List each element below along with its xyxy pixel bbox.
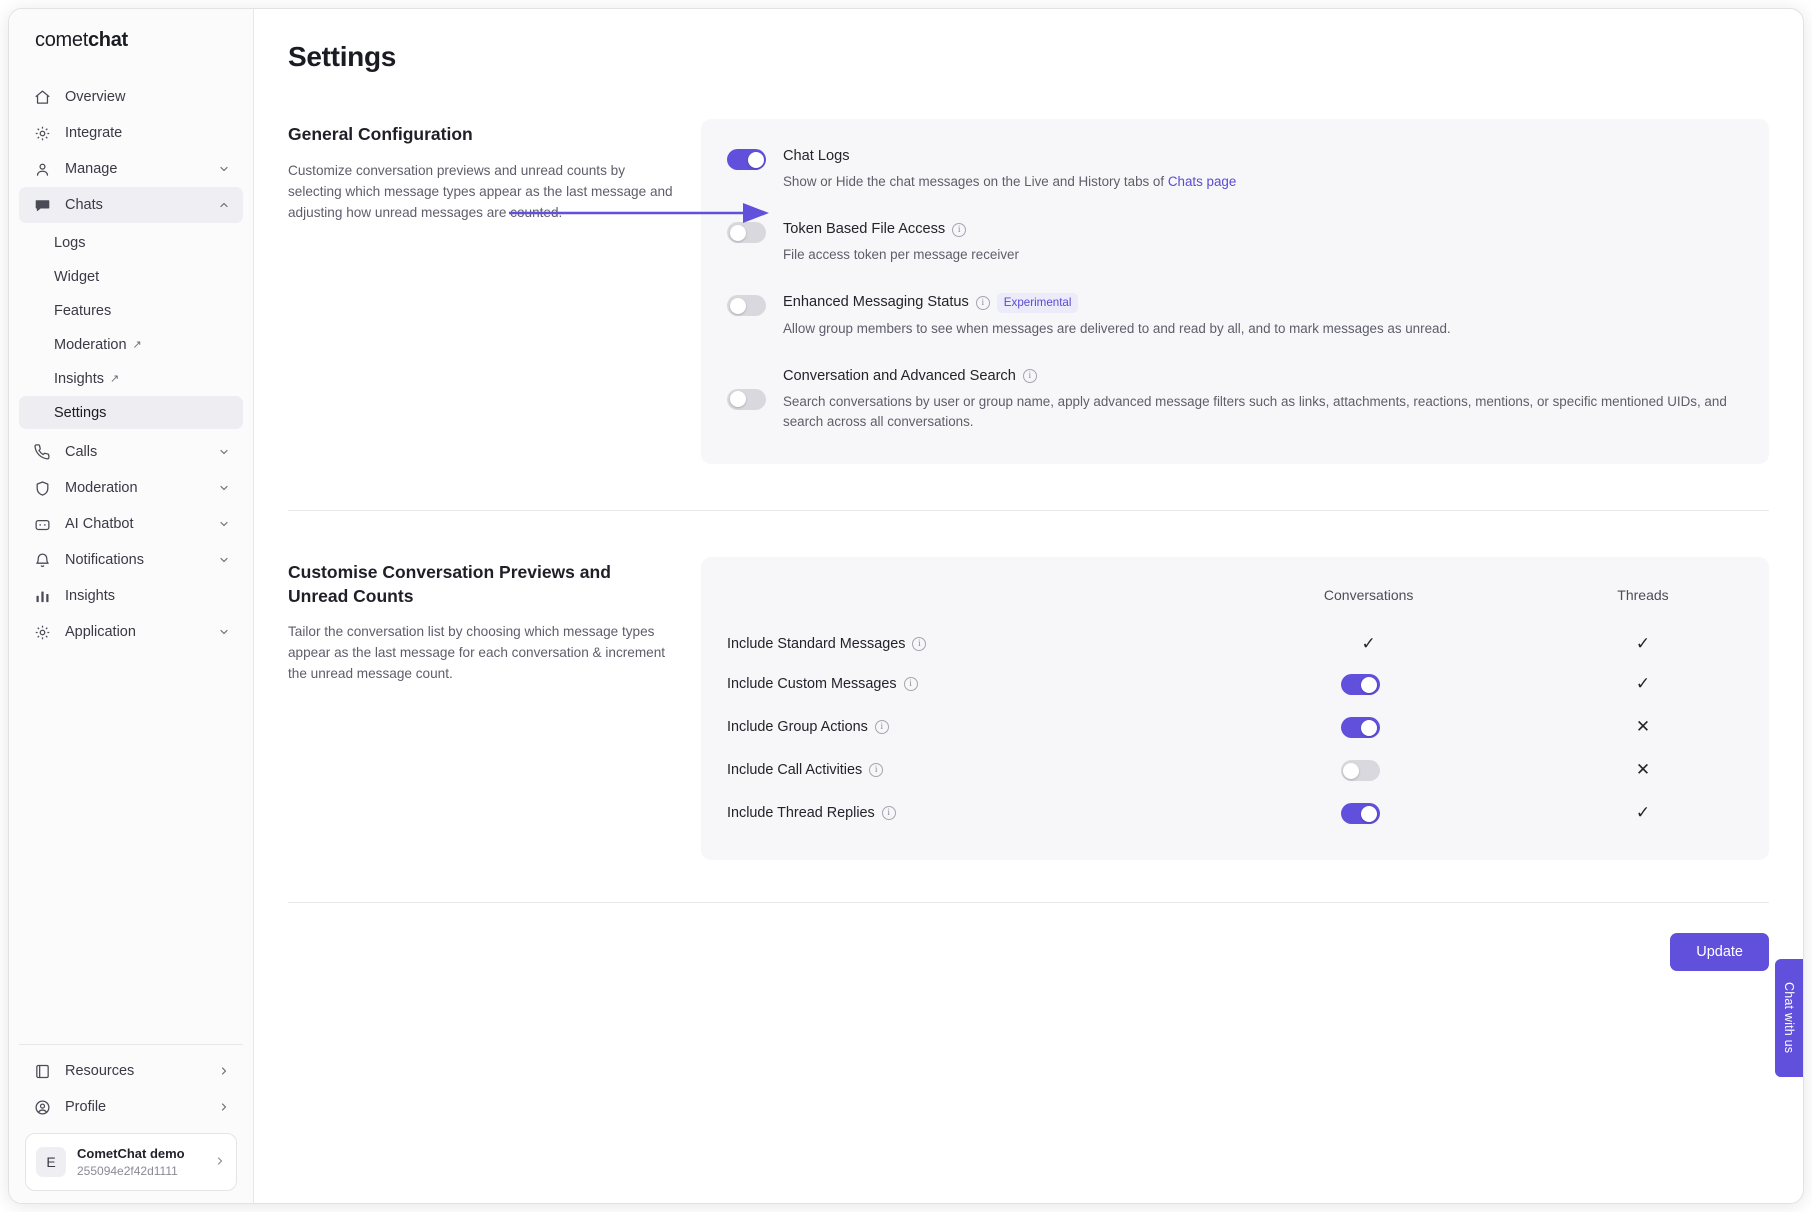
cell-wrap <box>1543 761 1743 778</box>
sidebar-item-label: Notifications <box>65 552 144 568</box>
page-title: Settings <box>288 41 397 72</box>
setting-label-wrap <box>783 147 1743 166</box>
column-header-threads: Threads <box>1617 587 1669 604</box>
row-label-wrap <box>727 805 1194 821</box>
sidebar-item-overview[interactable] <box>19 79 243 115</box>
general-configuration-section <box>288 73 1769 464</box>
setting-label-wrap <box>783 220 1743 239</box>
sidebar-item-label: Features <box>54 302 112 319</box>
setting-label-wrap <box>783 367 1743 386</box>
chat-logs-toggle[interactable] <box>727 149 766 170</box>
table-head <box>727 587 1743 625</box>
sidebar-item-ai-chatbot[interactable] <box>19 506 243 542</box>
chevron-right-icon <box>214 1155 226 1170</box>
account-id: 255094e2f42d1111 <box>77 1163 178 1178</box>
section-title: Customise Conversation Previews and Unread Counts <box>288 562 611 606</box>
sidebar-item-features[interactable] <box>19 294 243 327</box>
conversation-previews-info <box>288 557 673 860</box>
chevron-up-icon <box>217 198 231 212</box>
chat-with-us-label: Chat with us <box>1782 982 1796 1054</box>
chevron-right-icon <box>217 1064 231 1078</box>
setting-label-wrap <box>783 293 1743 313</box>
setting-body <box>783 367 1743 432</box>
sidebar-item-calls[interactable] <box>19 434 243 470</box>
sidebar-item-label: Moderation <box>54 336 127 353</box>
cell-wrap <box>1194 672 1543 695</box>
setting-label: Chat Logs <box>783 148 850 164</box>
general-configuration-card <box>701 119 1769 464</box>
account-meta <box>77 1145 214 1179</box>
table-header-row <box>727 587 1743 625</box>
row-label-wrap <box>727 676 1194 692</box>
token-based-file-access-toggle[interactable] <box>727 222 766 243</box>
setting-row-chat-logs <box>727 141 1743 200</box>
cell-conversations <box>1194 662 1543 705</box>
avatar: E <box>36 1147 66 1177</box>
gear-icon <box>32 123 52 143</box>
external-link-icon: ↗ <box>132 339 142 351</box>
bell-icon <box>32 550 52 570</box>
brand-logo-bold: chat <box>87 28 128 51</box>
cell-wrap <box>1543 804 1743 821</box>
toggle-knob <box>1361 677 1377 693</box>
info-icon[interactable]: i <box>875 720 889 734</box>
setting-label: Token Based File Access <box>783 221 946 238</box>
toggle-knob <box>748 152 764 168</box>
row-label-cell <box>727 791 1194 834</box>
cell-threads <box>1543 748 1743 791</box>
chevron-down-icon <box>217 481 231 495</box>
book-icon <box>32 1061 52 1081</box>
sidebar-item-resources[interactable] <box>19 1053 243 1089</box>
footer-actions <box>288 903 1769 971</box>
sidebar-item-label: Resources <box>65 1063 135 1079</box>
sidebar-item-application[interactable] <box>19 614 243 650</box>
update-button[interactable]: Update <box>1670 933 1769 971</box>
sidebar-item-label: Profile <box>65 1099 107 1115</box>
sidebar-footer <box>9 1044 253 1203</box>
column-header-blank <box>727 587 1194 625</box>
setting-description: File access token per message receiver <box>783 247 1019 263</box>
row-label: Include Group Actions <box>727 718 868 735</box>
setting-row-token-based-file-access <box>727 214 1743 273</box>
chevron-down-icon <box>217 445 231 459</box>
sidebar-item-label: AI Chatbot <box>65 516 134 532</box>
sidebar-item-label: Integrate <box>65 125 123 141</box>
chevron-down-icon <box>217 625 231 639</box>
cell-wrap <box>1194 635 1543 652</box>
setting-description: Search conversations by user or group name, apply advanced message filters such as links, attachments, reactions, mentions, or specific mentioned UIDs, and search across all conversations. <box>783 393 1727 429</box>
sidebar-item-notifications[interactable] <box>19 542 243 578</box>
sidebar-item-label: Calls <box>65 444 98 460</box>
enhanced-messaging-status-toggle[interactable] <box>727 295 766 316</box>
browser-window <box>8 8 1804 1204</box>
row-label: Include Thread Replies <box>727 804 875 821</box>
setting-body <box>783 220 1743 265</box>
section-title: General Configuration <box>288 124 473 144</box>
cell-conversations <box>1194 705 1543 748</box>
chevron-down-icon <box>217 553 231 567</box>
gear-icon <box>32 622 52 642</box>
info-icon[interactable]: i <box>976 296 990 310</box>
sidebar-item-integrate[interactable] <box>19 115 243 151</box>
bar-chart-icon <box>32 586 52 606</box>
include-group-actions-conversations-toggle[interactable] <box>1341 717 1380 738</box>
toggle-knob <box>1361 720 1377 736</box>
shield-icon <box>32 478 52 498</box>
setting-body <box>783 147 1743 192</box>
info-icon[interactable]: i <box>904 677 918 691</box>
setting-description <box>783 172 1743 192</box>
sidebar-item-label: Overview <box>65 89 126 105</box>
sidebar-item-moderation[interactable] <box>19 470 243 506</box>
cross-icon: ✕ <box>1635 717 1651 737</box>
general-configuration-card-wrap <box>701 119 1769 464</box>
status-badge: Experimental <box>997 293 1079 313</box>
account-name: CometChat demo <box>77 1146 185 1162</box>
home-icon <box>32 87 52 107</box>
info-icon[interactable]: i <box>1023 369 1037 383</box>
setting-row-conversation-and-advanced-search <box>727 361 1743 440</box>
info-icon[interactable]: i <box>882 806 896 820</box>
check-icon: ✓ <box>1635 634 1651 654</box>
column-header-conversations: Conversations <box>1323 587 1414 604</box>
cell-wrap <box>1543 635 1743 652</box>
sidebar-subnav-chats <box>19 223 243 434</box>
include-thread-replies-conversations-toggle[interactable] <box>1341 803 1380 824</box>
include-custom-messages-conversations-toggle[interactable] <box>1341 674 1380 695</box>
sidebar-item-chats[interactable] <box>19 187 243 223</box>
chevron-down-icon <box>217 162 231 176</box>
cell-threads <box>1543 705 1743 748</box>
cell-conversations <box>1194 791 1543 834</box>
cell-wrap <box>1194 715 1543 738</box>
table-row <box>727 662 1743 705</box>
setting-label: Conversation and Advanced Search <box>783 367 1016 384</box>
setting-row-enhanced-messaging-status <box>727 287 1743 347</box>
setting-description-text: Show or Hide the chat messages on the Live and History tabs of <box>783 173 1168 189</box>
row-label: Include Call Activities <box>727 761 863 778</box>
account-switcher[interactable] <box>25 1133 237 1191</box>
cell-wrap <box>1543 718 1743 735</box>
table-row <box>727 791 1743 834</box>
toggle-knob <box>1343 763 1359 779</box>
sidebar-item-settings[interactable] <box>19 396 243 429</box>
cell-wrap <box>1194 801 1543 824</box>
cell-threads <box>1543 791 1743 834</box>
sidebar-item-manage[interactable] <box>19 151 243 187</box>
main-content <box>254 9 1803 1203</box>
setting-description: Allow group members to see when messages are delivered to and read by all, and to mark messages as unread. <box>783 320 1451 336</box>
cell-threads <box>1543 625 1743 662</box>
check-icon: ✓ <box>1635 803 1651 823</box>
setting-body <box>783 293 1743 339</box>
chat-icon <box>32 195 52 215</box>
row-label-wrap <box>727 762 1194 778</box>
toggle-knob <box>730 298 746 314</box>
sidebar-item-label: Logs <box>54 234 86 251</box>
cell-wrap <box>1194 758 1543 781</box>
account-icon <box>32 1097 52 1117</box>
general-configuration-info <box>288 119 673 464</box>
section-description: Customize conversation previews and unread counts by selecting which message types appear as the last message and adjusting how unread messages are counted. <box>288 162 673 220</box>
check-icon: ✓ <box>1635 674 1651 694</box>
user-icon <box>32 159 52 179</box>
sidebar-item-profile[interactable] <box>19 1089 243 1125</box>
sidebar-item-widget[interactable] <box>19 260 243 293</box>
sidebar-item-insights-chats[interactable] <box>19 362 243 395</box>
include-call-activities-conversations-toggle[interactable] <box>1341 760 1380 781</box>
chat-with-us-tab[interactable] <box>1775 959 1803 1077</box>
section-description: Tailor the conversation list by choosing which message types appear as the last message for each conversation & increment the unread message count. <box>288 624 666 682</box>
cross-icon: ✕ <box>1635 760 1651 780</box>
table-body <box>727 625 1743 834</box>
toggle-knob <box>730 391 746 407</box>
sidebar-item-label: Widget <box>54 268 100 285</box>
cell-threads <box>1543 662 1743 705</box>
conversation-previews-section <box>288 511 1769 860</box>
sidebar-item-label: Application <box>65 624 136 640</box>
toggle-knob <box>1361 806 1377 822</box>
sidebar-item-label: Manage <box>65 161 118 177</box>
cell-wrap <box>1543 675 1743 692</box>
cell-conversations <box>1194 748 1543 791</box>
message-types-table <box>727 587 1743 834</box>
conversation-previews-card-wrap <box>701 557 1769 860</box>
sidebar-item-label: Insights <box>54 370 104 387</box>
sidebar-item-logs[interactable] <box>19 226 243 259</box>
setting-label: Enhanced Messaging Status <box>783 294 969 311</box>
row-label-cell <box>727 625 1194 662</box>
phone-icon <box>32 442 52 462</box>
sidebar <box>9 9 254 1203</box>
toggle-knob <box>730 225 746 241</box>
external-link-icon: ↗ <box>109 373 120 385</box>
row-label: Include Standard Messages <box>727 635 906 652</box>
info-icon[interactable]: i <box>869 763 883 777</box>
info-icon[interactable]: i <box>952 223 966 237</box>
bot-icon <box>32 514 52 534</box>
chats-page-link[interactable]: Chats page <box>1167 173 1237 189</box>
sidebar-item-label: Settings <box>54 404 107 421</box>
row-label-wrap <box>727 636 1194 652</box>
table-row <box>727 705 1743 748</box>
table-row <box>727 625 1743 662</box>
sidebar-item-moderation-chats[interactable] <box>19 328 243 361</box>
sidebar-nav <box>9 71 253 1044</box>
cell-conversations <box>1194 625 1543 662</box>
sidebar-item-label: Insights <box>65 588 115 604</box>
chevron-right-icon <box>217 1100 231 1114</box>
chevron-down-icon <box>217 517 231 531</box>
brand-logo-light: comet <box>35 28 88 51</box>
sidebar-item-label: Moderation <box>65 480 138 496</box>
table-row <box>727 748 1743 791</box>
row-label: Include Custom Messages <box>727 675 897 692</box>
row-label-cell <box>727 662 1194 705</box>
conversation-advanced-search-toggle[interactable] <box>727 389 766 410</box>
sidebar-divider <box>19 1044 243 1045</box>
row-label-cell <box>727 705 1194 748</box>
sidebar-item-insights[interactable] <box>19 578 243 614</box>
row-label-cell <box>727 748 1194 791</box>
info-icon[interactable]: i <box>912 637 926 651</box>
check-icon: ✓ <box>1361 634 1376 654</box>
row-label-wrap <box>727 719 1194 735</box>
conversation-previews-card <box>701 557 1769 860</box>
brand-logo[interactable] <box>9 9 253 71</box>
sidebar-item-label: Chats <box>65 197 103 213</box>
